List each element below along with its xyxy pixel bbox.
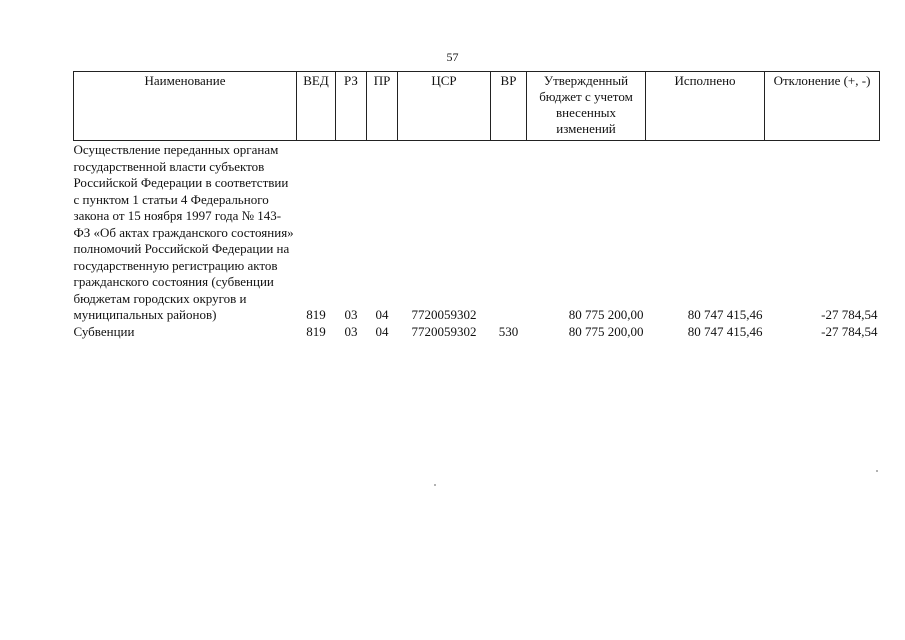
row-name: Осуществление переданных органам государственной власти субъектов Российской Федерации в соответствии с пунктом 1 статьи 4 Федерального закона от 15 ноября 1997 года № 143-ФЗ «Об актах гражданского состояния» полномочий Российской Федерации на государственную регистрацию актов гражданского состояния (субвенции бюджетам городских округов и муниципальных районов)	[73, 142, 294, 322]
row-executed: 80 747 415,46	[687, 307, 763, 322]
budget-execution-table	[73, 71, 880, 340]
row-deviation: -27 784,54	[821, 323, 878, 339]
row-pr: 04	[375, 323, 389, 339]
table-row	[74, 324, 880, 341]
header-csr: ЦСР	[398, 72, 491, 141]
header-executed: Исполнено	[646, 72, 765, 141]
row-approved: 80 775 200,00	[568, 307, 644, 322]
header-rz: РЗ	[336, 72, 367, 141]
row-approved: 80 775 200,00	[568, 323, 644, 339]
table-row	[74, 141, 880, 324]
row-executed: 80 747 415,46	[687, 323, 763, 339]
table-header-row	[74, 72, 880, 141]
scan-speck	[876, 470, 878, 472]
header-approved-budget: Утвержденный бюджет с учетом внесенных изменений	[527, 72, 646, 141]
row-csr: 7720059302	[411, 307, 477, 322]
row-rz: 03	[344, 323, 358, 339]
header-ved: ВЕД	[297, 72, 336, 141]
row-vr	[491, 141, 527, 324]
row-csr: 7720059302	[411, 323, 477, 339]
header-vr: ВР	[491, 72, 527, 141]
row-name: Субвенции	[73, 323, 135, 339]
header-pr: ПР	[367, 72, 398, 141]
header-name: Наименование	[74, 72, 297, 141]
row-vr: 530	[498, 323, 519, 339]
header-deviation: Отклонение (+, -)	[765, 72, 880, 141]
page-number: 57	[446, 50, 459, 64]
row-ved: 819	[306, 307, 326, 322]
row-deviation: -27 784,54	[821, 307, 878, 322]
scan-speck	[434, 484, 436, 486]
row-pr: 04	[375, 307, 389, 322]
row-rz: 03	[344, 307, 358, 322]
row-ved: 819	[306, 323, 326, 339]
